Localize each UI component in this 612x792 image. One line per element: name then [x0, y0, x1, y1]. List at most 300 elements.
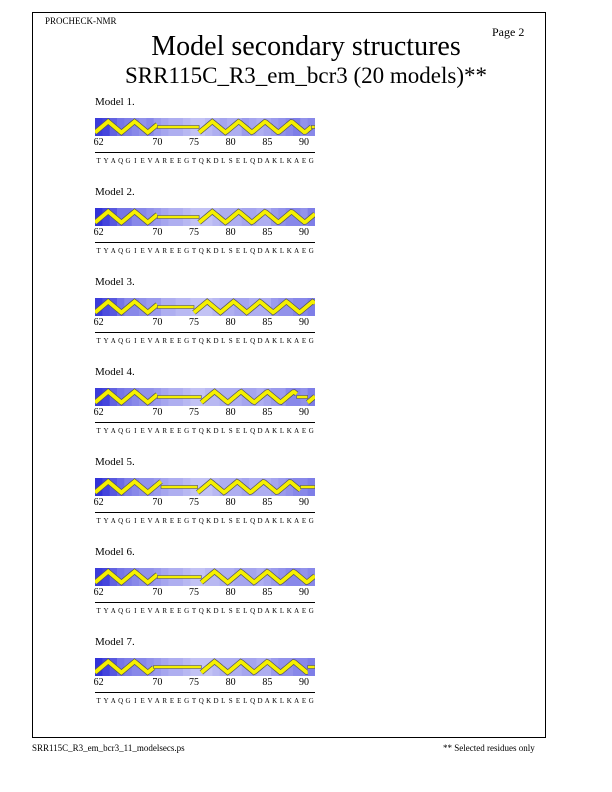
- sequence-rule: [95, 152, 315, 153]
- residue-letter: E: [301, 697, 307, 705]
- residue-letter: G: [125, 247, 131, 255]
- residue-letter: G: [184, 607, 190, 615]
- model-block: [95, 96, 317, 180]
- coil-segment: [297, 396, 308, 399]
- residue-letter: K: [286, 427, 292, 435]
- residue-letter: E: [235, 427, 241, 435]
- residue-letter: Q: [198, 247, 204, 255]
- residue-number: 80: [225, 677, 236, 688]
- residue-letter: S: [228, 517, 233, 525]
- residue-letter: A: [110, 427, 116, 435]
- residue-number: 75: [189, 137, 199, 148]
- residue-letter: Q: [198, 517, 204, 525]
- page-number: Page 2: [492, 25, 525, 39]
- residue-number: 62: [93, 317, 104, 328]
- residue-letter: V: [147, 607, 153, 615]
- residue-letter: G: [308, 337, 314, 345]
- residue-letter: E: [235, 697, 241, 705]
- residue-letter: G: [184, 157, 190, 165]
- page-subtitle: SRR115C_R3_em_bcr3 (20 models)**: [124, 63, 488, 88]
- residue-number: 90: [299, 677, 309, 688]
- coil-segment: [157, 216, 199, 219]
- residue-letter: A: [294, 247, 300, 255]
- residue-letter: R: [162, 157, 167, 165]
- residue-letter: T: [191, 157, 197, 165]
- secondary-structure-strip: [95, 478, 315, 496]
- model-label: Model 6.: [95, 546, 135, 558]
- residue-number: 90: [299, 227, 309, 238]
- residue-letter: D: [257, 337, 263, 345]
- residue-letter: D: [257, 697, 263, 705]
- residue-letter: Y: [103, 427, 109, 435]
- model-label: Model 5.: [95, 456, 135, 468]
- residue-letter: Y: [103, 697, 109, 705]
- residue-number: 90: [299, 587, 309, 598]
- residue-number: 80: [225, 497, 236, 508]
- residue-letter: E: [235, 607, 241, 615]
- sequence-row: [95, 607, 315, 617]
- residue-letter: A: [110, 247, 116, 255]
- residue-letter: L: [279, 427, 285, 435]
- coil-segment: [157, 306, 194, 309]
- residue-letter: K: [272, 607, 278, 615]
- residue-letter: L: [243, 697, 248, 705]
- residue-letter: V: [147, 157, 153, 165]
- residue-number-axis: [95, 587, 315, 599]
- residue-number-axis: [95, 317, 315, 329]
- residue-letter: E: [169, 607, 175, 615]
- residue-letter: G: [184, 247, 190, 255]
- residue-letter: Q: [118, 697, 124, 705]
- residue-letter: I: [134, 157, 137, 165]
- residue-letter: Q: [250, 517, 256, 525]
- sequence-rule: [95, 242, 315, 243]
- residue-letter: L: [221, 247, 226, 255]
- residue-letter: E: [235, 247, 241, 255]
- residue-letter: E: [140, 517, 145, 525]
- residue-letter: K: [206, 247, 212, 255]
- residue-letter: R: [162, 607, 167, 615]
- residue-letter: D: [213, 247, 219, 255]
- model-block: [95, 546, 317, 630]
- residue-letter: T: [191, 247, 197, 255]
- residue-number: 70: [152, 137, 163, 148]
- residue-letter: A: [154, 247, 160, 255]
- residue-number: 70: [152, 587, 163, 598]
- residue-number-axis: [95, 137, 315, 149]
- residue-number: 62: [93, 137, 104, 148]
- residue-number: 70: [152, 407, 163, 418]
- residue-letter: E: [235, 157, 241, 165]
- residue-letter: Q: [118, 247, 124, 255]
- residue-letter: A: [264, 247, 270, 255]
- residue-letter: L: [243, 157, 248, 165]
- residue-letter: G: [308, 427, 314, 435]
- sequence-row: [95, 157, 315, 167]
- residue-letter: D: [213, 697, 219, 705]
- residue-letter: L: [279, 337, 285, 345]
- residue-letter: A: [264, 427, 270, 435]
- residue-letter: Q: [118, 427, 124, 435]
- residue-letter: L: [221, 607, 226, 615]
- sequence-rule: [95, 332, 315, 333]
- residue-letter: I: [134, 247, 137, 255]
- secondary-structure-strip: [95, 658, 315, 676]
- residue-letter: Q: [250, 607, 256, 615]
- residue-number-axis: [95, 407, 315, 419]
- residue-number: 85: [262, 497, 273, 508]
- residue-letter: I: [134, 607, 137, 615]
- residue-letter: Q: [118, 517, 124, 525]
- residue-number: 85: [262, 227, 273, 238]
- residue-letter: D: [213, 607, 219, 615]
- residue-letter: G: [125, 607, 131, 615]
- residue-letter: E: [169, 697, 175, 705]
- residue-letter: R: [162, 697, 167, 705]
- residue-letter: L: [279, 517, 285, 525]
- secondary-structure-strip: [95, 568, 315, 586]
- coil-segment: [311, 126, 315, 129]
- residue-letter: Y: [103, 247, 109, 255]
- residue-letter: K: [286, 337, 292, 345]
- model-block: [95, 366, 317, 450]
- residue-letter: Y: [103, 517, 109, 525]
- residue-letter: G: [125, 427, 131, 435]
- residue-letter: K: [206, 427, 212, 435]
- residue-letter: D: [257, 517, 263, 525]
- sequence-row: [95, 337, 315, 347]
- residue-number: 70: [152, 227, 163, 238]
- residue-letter: Q: [118, 337, 124, 345]
- residue-letter: L: [279, 247, 285, 255]
- residue-letter: Q: [250, 157, 256, 165]
- residue-letter: D: [257, 247, 263, 255]
- residue-letter: T: [96, 607, 101, 615]
- residue-letter: D: [257, 427, 263, 435]
- coil-segment: [157, 576, 201, 579]
- residue-letter: Y: [103, 607, 109, 615]
- residue-number: 75: [189, 317, 199, 328]
- residue-letter: V: [147, 337, 153, 345]
- residue-letter: A: [110, 337, 116, 345]
- residue-letter: K: [272, 247, 278, 255]
- residue-letter: T: [96, 427, 101, 435]
- sequence-row: [95, 427, 315, 437]
- residue-letter: Q: [250, 427, 256, 435]
- residue-letter: G: [184, 337, 190, 345]
- footer-filename: SRR115C_R3_em_bcr3_11_modelsecs.ps: [32, 743, 185, 753]
- sequence-row: [95, 247, 315, 257]
- residue-letter: E: [169, 517, 175, 525]
- residue-letter: R: [162, 247, 167, 255]
- residue-letter: I: [134, 427, 137, 435]
- residue-letter: K: [206, 697, 212, 705]
- residue-letter: K: [286, 697, 292, 705]
- residue-letter: S: [228, 697, 233, 705]
- residue-letter: G: [308, 247, 314, 255]
- residue-letter: G: [125, 517, 131, 525]
- residue-number: 70: [152, 497, 163, 508]
- model-block: [95, 186, 317, 270]
- residue-letter: Q: [118, 607, 124, 615]
- residue-letter: Q: [250, 247, 256, 255]
- residue-letter: E: [301, 337, 307, 345]
- residue-letter: G: [184, 427, 190, 435]
- residue-letter: E: [169, 247, 175, 255]
- residue-letter: Q: [198, 157, 204, 165]
- program-label: PROCHECK-NMR: [45, 16, 117, 26]
- residue-letter: E: [235, 337, 241, 345]
- residue-letter: K: [286, 157, 292, 165]
- residue-letter: A: [110, 157, 116, 165]
- residue-letter: L: [243, 337, 248, 345]
- model-block: [95, 276, 317, 360]
- residue-letter: S: [228, 157, 233, 165]
- sequence-rule: [95, 602, 315, 603]
- residue-letter: T: [96, 247, 101, 255]
- residue-letter: A: [154, 697, 160, 705]
- residue-number: 70: [152, 677, 163, 688]
- model-label: Model 1.: [95, 96, 135, 108]
- footer-note: ** Selected residues only: [443, 743, 535, 753]
- residue-letter: L: [243, 427, 248, 435]
- residue-letter: R: [162, 517, 167, 525]
- residue-letter: A: [294, 607, 300, 615]
- model-label: Model 4.: [95, 366, 135, 378]
- residue-letter: A: [110, 517, 116, 525]
- residue-number: 90: [299, 497, 309, 508]
- secondary-structure-strip: [95, 118, 315, 136]
- coil-segment: [308, 666, 315, 669]
- residue-letter: E: [235, 517, 241, 525]
- residue-letter: A: [294, 517, 300, 525]
- residue-letter: A: [154, 607, 160, 615]
- coil-segment: [154, 666, 202, 669]
- residue-letter: A: [264, 607, 270, 615]
- residue-letter: E: [169, 157, 175, 165]
- coil-segment: [157, 396, 201, 399]
- residue-letter: K: [272, 427, 278, 435]
- sequence-rule: [95, 512, 315, 513]
- residue-letter: A: [294, 427, 300, 435]
- sequence-row: [95, 697, 315, 707]
- residue-letter: A: [154, 337, 160, 345]
- secondary-structure-strip: [95, 388, 315, 406]
- residue-number: 62: [93, 227, 104, 238]
- residue-letter: L: [279, 697, 285, 705]
- residue-number: 62: [93, 497, 104, 508]
- residue-letter: T: [191, 517, 197, 525]
- residue-letter: I: [134, 517, 137, 525]
- residue-letter: A: [294, 697, 300, 705]
- residue-letter: E: [177, 427, 182, 435]
- residue-letter: E: [140, 337, 145, 345]
- residue-number-axis: [95, 497, 315, 509]
- residue-letter: V: [147, 427, 153, 435]
- residue-letter: Q: [250, 697, 256, 705]
- residue-letter: L: [221, 697, 226, 705]
- residue-letter: V: [147, 517, 153, 525]
- residue-letter: I: [134, 697, 137, 705]
- residue-letter: T: [96, 337, 101, 345]
- residue-number: 75: [189, 677, 199, 688]
- residue-number: 75: [189, 497, 199, 508]
- residue-letter: Q: [198, 697, 204, 705]
- residue-letter: A: [154, 517, 160, 525]
- model-block: [95, 456, 317, 540]
- residue-letter: L: [221, 427, 226, 435]
- residue-letter: T: [191, 607, 197, 615]
- model-label: Model 7.: [95, 636, 135, 648]
- residue-letter: K: [272, 517, 278, 525]
- residue-number: 80: [225, 587, 236, 598]
- residue-number: 62: [93, 407, 104, 418]
- residue-letter: G: [308, 517, 314, 525]
- residue-letter: T: [191, 337, 197, 345]
- residue-number: 70: [152, 317, 163, 328]
- residue-letter: A: [264, 337, 270, 345]
- residue-number-axis: [95, 227, 315, 239]
- residue-letter: A: [110, 697, 116, 705]
- residue-letter: G: [125, 157, 131, 165]
- residue-letter: E: [140, 427, 145, 435]
- residue-number: 85: [262, 587, 273, 598]
- residue-letter: S: [228, 607, 233, 615]
- residue-letter: D: [213, 157, 219, 165]
- residue-number: 62: [93, 587, 104, 598]
- residue-letter: T: [191, 697, 197, 705]
- residue-letter: G: [308, 157, 314, 165]
- residue-letter: K: [286, 247, 292, 255]
- residue-letter: A: [154, 427, 160, 435]
- residue-number: 85: [262, 677, 273, 688]
- residue-letter: K: [206, 157, 212, 165]
- residue-letter: E: [177, 157, 182, 165]
- residue-letter: E: [177, 517, 182, 525]
- residue-letter: L: [279, 607, 285, 615]
- residue-letter: T: [96, 697, 101, 705]
- residue-letter: G: [125, 337, 131, 345]
- residue-number: 75: [189, 407, 199, 418]
- residue-letter: G: [308, 697, 314, 705]
- model-label: Model 3.: [95, 276, 135, 288]
- residue-letter: L: [279, 157, 285, 165]
- residue-letter: V: [147, 247, 153, 255]
- residue-letter: K: [286, 607, 292, 615]
- residue-letter: E: [301, 607, 307, 615]
- residue-letter: E: [177, 337, 182, 345]
- residue-letter: E: [301, 247, 307, 255]
- residue-number: 75: [189, 587, 199, 598]
- residue-letter: T: [191, 427, 197, 435]
- residue-letter: E: [140, 607, 145, 615]
- residue-letter: K: [272, 697, 278, 705]
- residue-letter: Y: [103, 157, 109, 165]
- residue-letter: L: [243, 247, 248, 255]
- residue-letter: R: [162, 427, 167, 435]
- residue-letter: A: [264, 517, 270, 525]
- residue-letter: L: [221, 157, 226, 165]
- residue-letter: E: [177, 607, 182, 615]
- residue-letter: Q: [118, 157, 124, 165]
- residue-letter: K: [272, 157, 278, 165]
- page-title: Model secondary structures: [151, 31, 461, 62]
- residue-letter: R: [162, 337, 167, 345]
- residue-letter: T: [96, 517, 101, 525]
- residue-letter: Q: [250, 337, 256, 345]
- residue-number: 90: [299, 137, 309, 148]
- secondary-structure-strip: [95, 208, 315, 226]
- model-block: [95, 636, 317, 720]
- residue-letter: E: [301, 427, 307, 435]
- residue-number: 75: [189, 227, 199, 238]
- coil-segment: [157, 126, 199, 129]
- residue-letter: Y: [103, 337, 109, 345]
- residue-letter: Q: [198, 607, 204, 615]
- residue-letter: E: [140, 157, 145, 165]
- residue-letter: A: [110, 607, 116, 615]
- residue-number: 62: [93, 677, 104, 688]
- residue-letter: D: [213, 517, 219, 525]
- residue-letter: L: [243, 607, 248, 615]
- residue-letter: E: [301, 517, 307, 525]
- residue-letter: D: [257, 607, 263, 615]
- coil-segment: [161, 486, 198, 489]
- residue-letter: A: [294, 337, 300, 345]
- residue-letter: S: [228, 427, 233, 435]
- residue-letter: L: [243, 517, 248, 525]
- residue-letter: L: [221, 337, 226, 345]
- residue-number: 80: [225, 317, 236, 328]
- residue-letter: G: [184, 697, 190, 705]
- residue-number: 80: [225, 407, 236, 418]
- residue-letter: I: [134, 337, 137, 345]
- residue-letter: E: [177, 697, 182, 705]
- residue-letter: K: [286, 517, 292, 525]
- residue-letter: K: [206, 337, 212, 345]
- residue-letter: A: [264, 157, 270, 165]
- residue-letter: D: [257, 157, 263, 165]
- residue-letter: D: [213, 337, 219, 345]
- residue-number: 90: [299, 317, 309, 328]
- residue-letter: A: [294, 157, 300, 165]
- secondary-structure-strip: [95, 298, 315, 316]
- residue-letter: D: [213, 427, 219, 435]
- residue-letter: Q: [198, 337, 204, 345]
- residue-letter: G: [308, 607, 314, 615]
- sequence-rule: [95, 692, 315, 693]
- residue-letter: S: [228, 247, 233, 255]
- residue-letter: A: [264, 697, 270, 705]
- sequence-row: [95, 517, 315, 527]
- coil-segment: [300, 486, 315, 489]
- residue-letter: L: [221, 517, 226, 525]
- residue-letter: E: [169, 337, 175, 345]
- residue-letter: Q: [198, 427, 204, 435]
- residue-letter: A: [154, 157, 160, 165]
- residue-number: 85: [262, 137, 273, 148]
- residue-letter: V: [147, 697, 153, 705]
- residue-number: 80: [225, 227, 236, 238]
- model-label: Model 2.: [95, 186, 135, 198]
- residue-number: 90: [299, 407, 309, 418]
- residue-letter: T: [96, 157, 101, 165]
- residue-letter: S: [228, 337, 233, 345]
- residue-letter: G: [184, 517, 190, 525]
- residue-letter: E: [140, 247, 145, 255]
- residue-letter: K: [206, 607, 212, 615]
- sequence-rule: [95, 422, 315, 423]
